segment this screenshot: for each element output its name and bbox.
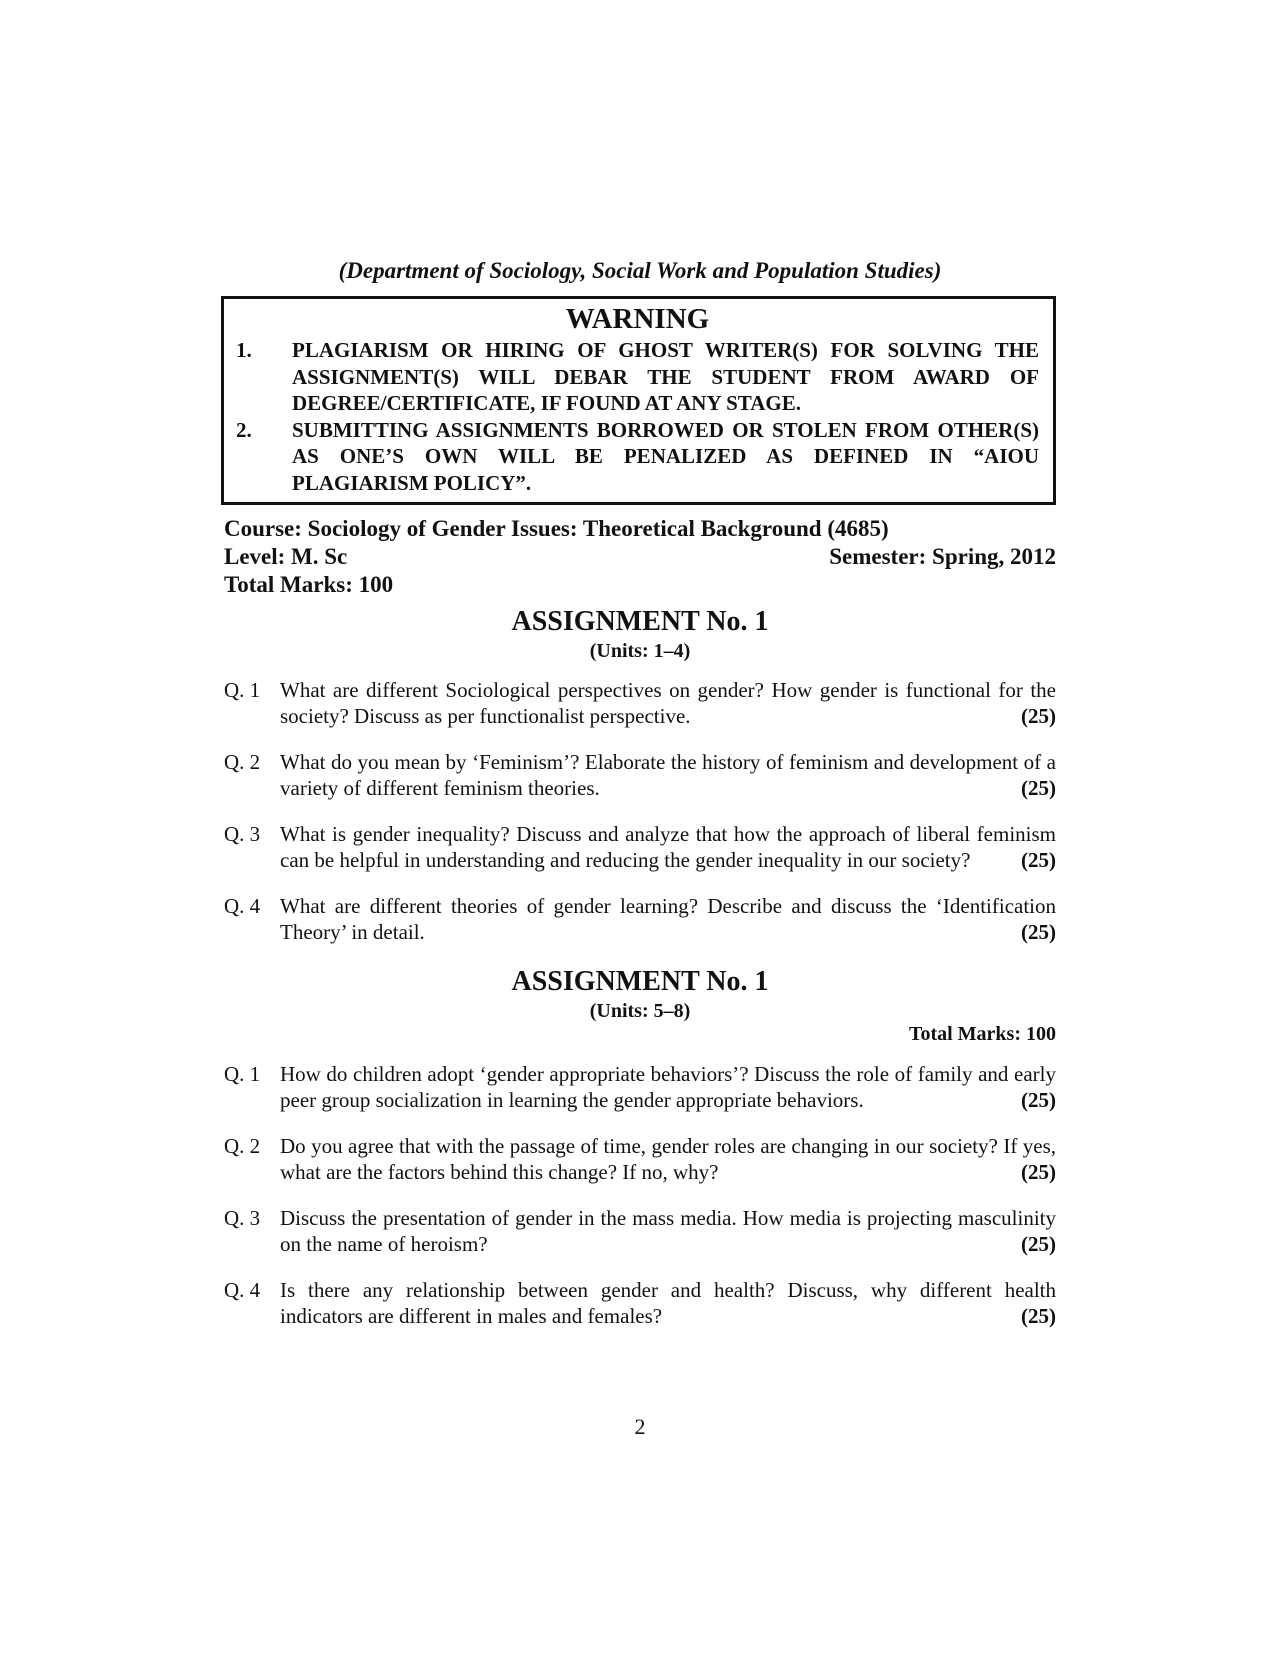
question-marks: (25) <box>1021 776 1056 800</box>
level-semester-row <box>224 543 1056 571</box>
question-text: What are different theories of gender learning? Describe and discuss the ‘Identification Theory’ in detail. <box>280 894 1056 944</box>
question-body <box>280 749 1056 801</box>
question-body <box>280 893 1056 945</box>
question-number: Q. 2 <box>224 1134 261 1158</box>
assignment-units: (Units: 1–4) <box>589 640 691 662</box>
assignment-section <box>224 605 1056 945</box>
course-info <box>224 515 1056 599</box>
warning-item-text: PLAGIARISM OR HIRING OF GHOST WRITER(S) FOR SOLVING THE ASSIGNMENT(S) WILL DEBAR THE STUDENT FROM AWARD OF DEGREE/CERTIFICATE, IF FOUND AT ANY STAGE. <box>292 338 1039 415</box>
question-body <box>280 1133 1056 1185</box>
department-heading: (Department of Sociology, Social Work and Population Studies) <box>338 258 942 283</box>
question-item <box>224 677 1056 729</box>
question-number: Q. 4 <box>224 1278 261 1302</box>
semester-label: Semester: Spring, 2012 <box>829 544 1056 569</box>
question-text: What are different Sociological perspectives on gender? How gender is functional for the society? Discuss as per functionalist perspective. <box>280 678 1056 728</box>
assignment-title: ASSIGNMENT No. 1 <box>511 606 769 637</box>
question-item <box>224 821 1056 873</box>
assignment-section <box>224 965 1056 1329</box>
question-text: Discuss the presentation of gender in the mass media. How media is projecting masculinity on the name of heroism? <box>280 1206 1056 1256</box>
warning-item-number: 1. <box>236 338 252 362</box>
question-marks: (25) <box>1021 1232 1056 1256</box>
warning-item <box>236 337 1039 417</box>
question-body <box>280 1205 1056 1257</box>
question-body <box>280 821 1056 873</box>
question-number: Q. 2 <box>224 750 261 774</box>
question-number: Q. 1 <box>224 1062 261 1086</box>
assignment-title: ASSIGNMENT No. 1 <box>511 966 769 997</box>
question-text: Is there any relationship between gender and health? Discuss, why different health indicators are different in males and females? <box>280 1278 1056 1328</box>
question-item <box>224 1277 1056 1329</box>
question-text: What do you mean by ‘Feminism’? Elaborate the history of feminism and development of a variety of different feminism theories. <box>280 750 1056 800</box>
question-item <box>224 1205 1056 1257</box>
warning-title: WARNING <box>565 303 710 335</box>
warning-item <box>236 417 1039 497</box>
question-marks: (25) <box>1021 1088 1056 1112</box>
question-item <box>224 1133 1056 1185</box>
question-item <box>224 893 1056 945</box>
warning-item-number: 2. <box>236 417 252 442</box>
question-item <box>224 1061 1056 1113</box>
question-marks: (25) <box>1021 1304 1056 1328</box>
question-marks: (25) <box>1021 704 1056 728</box>
page-number: 2 <box>634 1414 646 1439</box>
warning-item-text: SUBMITTING ASSIGNMENTS BORROWED OR STOLEN FROM OTHER(S) AS ONE’S OWN WILL BE PENALIZED AS DEFINED IN “AIOU PLAGIARISM POLICY”. <box>292 417 1039 495</box>
question-marks: (25) <box>1021 848 1056 872</box>
warning-box <box>221 296 1056 505</box>
question-text: Do you agree that with the passage of time, gender roles are changing in our society? If yes, what are the factors behind this change? If no, why? <box>280 1134 1056 1184</box>
question-marks: (25) <box>1021 1160 1056 1184</box>
question-number: Q. 3 <box>224 1206 261 1230</box>
question-number: Q. 1 <box>224 678 261 702</box>
total-marks: Total Marks: 100 <box>224 572 394 597</box>
document-page <box>224 256 1056 1349</box>
question-marks: (25) <box>1021 920 1056 944</box>
question-number: Q. 3 <box>224 822 261 846</box>
question-item <box>224 749 1056 801</box>
assignment-units: (Units: 5–8) <box>589 1000 691 1022</box>
question-number: Q. 4 <box>224 894 261 918</box>
question-body <box>280 1061 1056 1113</box>
question-body <box>280 677 1056 729</box>
question-text: How do children adopt ‘gender appropriate behaviors’? Discuss the role of family and early peer group socialization in learning the gender appropriate behaviors. <box>280 1062 1056 1112</box>
level-label: Level: M. Sc <box>224 544 348 569</box>
question-body <box>280 1277 1056 1329</box>
course-line: Course: Sociology of Gender Issues: Theoretical Background (4685) <box>224 516 889 541</box>
assignment-total-marks: Total Marks: 100 <box>908 1023 1056 1045</box>
question-text: What is gender inequality? Discuss and analyze that how the approach of liberal feminism can be helpful in understanding and reducing the gender inequality in our society? <box>280 822 1056 872</box>
